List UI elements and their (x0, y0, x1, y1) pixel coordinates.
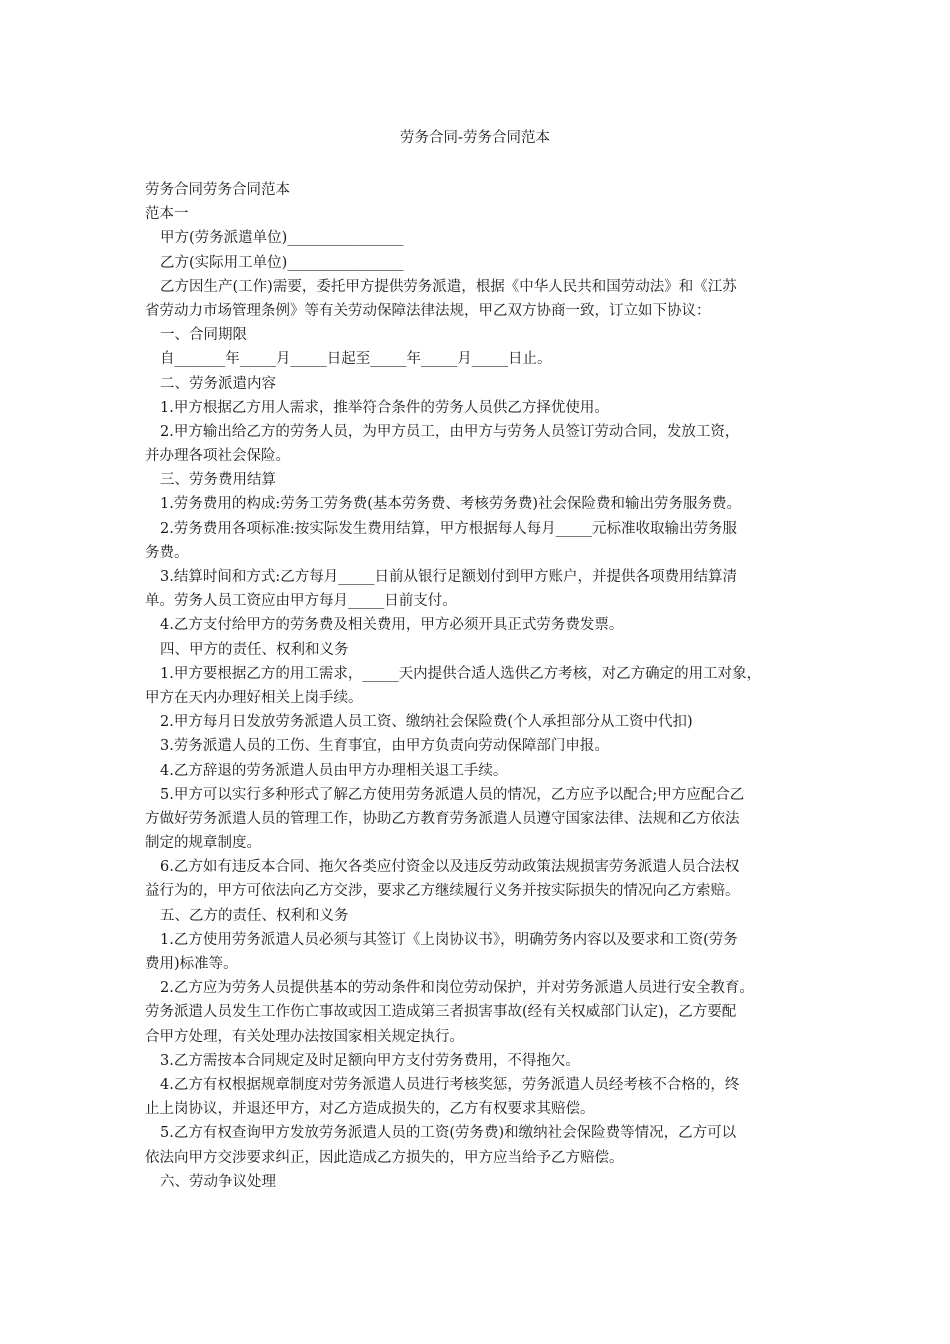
document-line: 五、乙方的责任、权利和义务 (160, 907, 349, 924)
document-line: 3.乙方需按本合同规定及时足额向甲方支付劳务费用，不得拖欠。 (160, 1052, 580, 1069)
document-line: 甲方在天内办理好相关上岗手续。 (145, 689, 363, 706)
document-line: 4.乙方支付给甲方的劳务费及相关费用，甲方必须开具正式劳务费发票。 (160, 617, 624, 634)
document-title: 劳务合同-劳务合同范本 (400, 130, 550, 146)
document-line: 6.乙方如有违反本合同、拖欠各类应付资金以及违反劳动政策法规损害劳务派遣人员合法权 (160, 859, 740, 876)
document-line: 甲方(劳务派遣单位)________________ (160, 230, 404, 247)
document-line: 费用)标准等。 (145, 956, 238, 972)
document-line: 3.结算时间和方式:乙方每月_____日前从银行足额划付到甲方账户，并提供各项费用结算清 (160, 569, 737, 585)
document-line: 2.甲方每月日发放劳务派遣人员工资、缴纳社会保险费(个人承担部分从工资中代扣) (160, 714, 693, 731)
document-line: 劳务合同劳务合同范本 (145, 182, 290, 198)
document-line: 2.劳务费用各项标准:按实际发生费用结算，甲方根据每人每月_____元标准收取输出劳务服 (160, 520, 737, 537)
document-line: 1.甲方根据乙方用人需求，推举符合条件的劳务人员供乙方择优使用。 (160, 399, 609, 416)
document-line: 单。劳务人员工资应由甲方每月_____日前支付。 (145, 593, 457, 610)
document-line: 2.乙方应为劳务人员提供基本的劳动条件和岗位劳动保护，并对劳务派遣人员进行安全教育。 (160, 980, 754, 997)
document-line: 制定的规章制度。 (145, 835, 261, 852)
document-body (145, 178, 825, 1194)
document-line: 5.乙方有权查询甲方发放劳务派遣人员的工资(劳务费)和缴纳社会保险费等情况，乙方可以 (160, 1125, 737, 1142)
document-line: 2.甲方输出给乙方的劳务人员，为甲方员工，由甲方与劳务人员签订劳动合同，发放工资， (160, 423, 740, 440)
document-line: 劳务派遣人员发生工作伤亡事故或因工造成第三者损害事故(经有关权威部门认定)，乙方要配 (145, 1004, 737, 1021)
document-line: 依法向甲方交涉要求纠正，因此造成乙方损失的，甲方应当给予乙方赔偿。 (145, 1149, 624, 1166)
document-line: 务费。 (145, 544, 189, 561)
document-line: 省劳动力市场管理条例》等有关劳动保障法律法规，甲乙双方协商一致，订立如下协议： (145, 302, 711, 319)
document-line: 止上岗协议，并退还甲方，对乙方造成损失的，乙方有权要求其赔偿。 (145, 1101, 595, 1118)
document-line: 1.甲方要根据乙方的用工需求，_____天内提供合适人选供乙方考核，对乙方确定的用工对象， (160, 665, 762, 682)
document-line: 自_______年_____月_____日起至_____年_____月_____日止。 (160, 351, 552, 368)
document-line: 一、合同期限 (160, 327, 247, 344)
document-line: 乙方(实际用工单位)________________ (160, 254, 404, 271)
document-line: 三、劳务费用结算 (160, 472, 276, 489)
document-line: 1.乙方使用劳务派遣人员必须与其签订《上岗协议书》，明确劳务内容以及要求和工资(劳务 (160, 931, 738, 948)
document-line: 3.劳务派遣人员的工伤、生育事宜，由甲方负责向劳动保障部门申报。 (160, 738, 609, 755)
document-line: 1.劳务费用的构成:劳务工劳务费(基本劳务费、考核劳务费)社会保险费和输出劳务服务费。 (160, 496, 742, 513)
document-line: 四、甲方的责任、权利和义务 (160, 641, 349, 658)
document-line: 并办理各项社会保险。 (145, 448, 290, 465)
document-line: 益行为的，甲方可依法向乙方交涉，要求乙方继续履行义务并按实际损失的情况向乙方索赔。 (145, 883, 740, 900)
document-line: 4.乙方有权根据规章制度对劳务派遣人员进行考核奖惩，劳务派遣人员经考核不合格的，终 (160, 1076, 740, 1093)
document-line: 5.甲方可以实行多种形式了解乙方使用劳务派遣人员的情况，乙方应予以配合;甲方应配合乙 (160, 786, 745, 803)
document-line: 乙方因生产(工作)需要，委托甲方提供劳务派遣，根据《中华人民共和国劳动法》和《江苏 (160, 278, 737, 295)
document-line: 合甲方处理，有关处理办法按国家相关规定执行。 (145, 1028, 464, 1045)
document-line: 4.乙方辞退的劳务派遣人员由甲方办理相关退工手续。 (160, 762, 508, 779)
document-line: 方做好劳务派遣人员的管理工作，协助乙方教育劳务派遣人员遵守国家法律、法规和乙方依法 (145, 810, 740, 827)
document-line: 六、劳动争议处理 (160, 1173, 276, 1190)
document-line: 范本一 (145, 206, 189, 223)
document-line: 二、劳务派遣内容 (160, 375, 276, 392)
